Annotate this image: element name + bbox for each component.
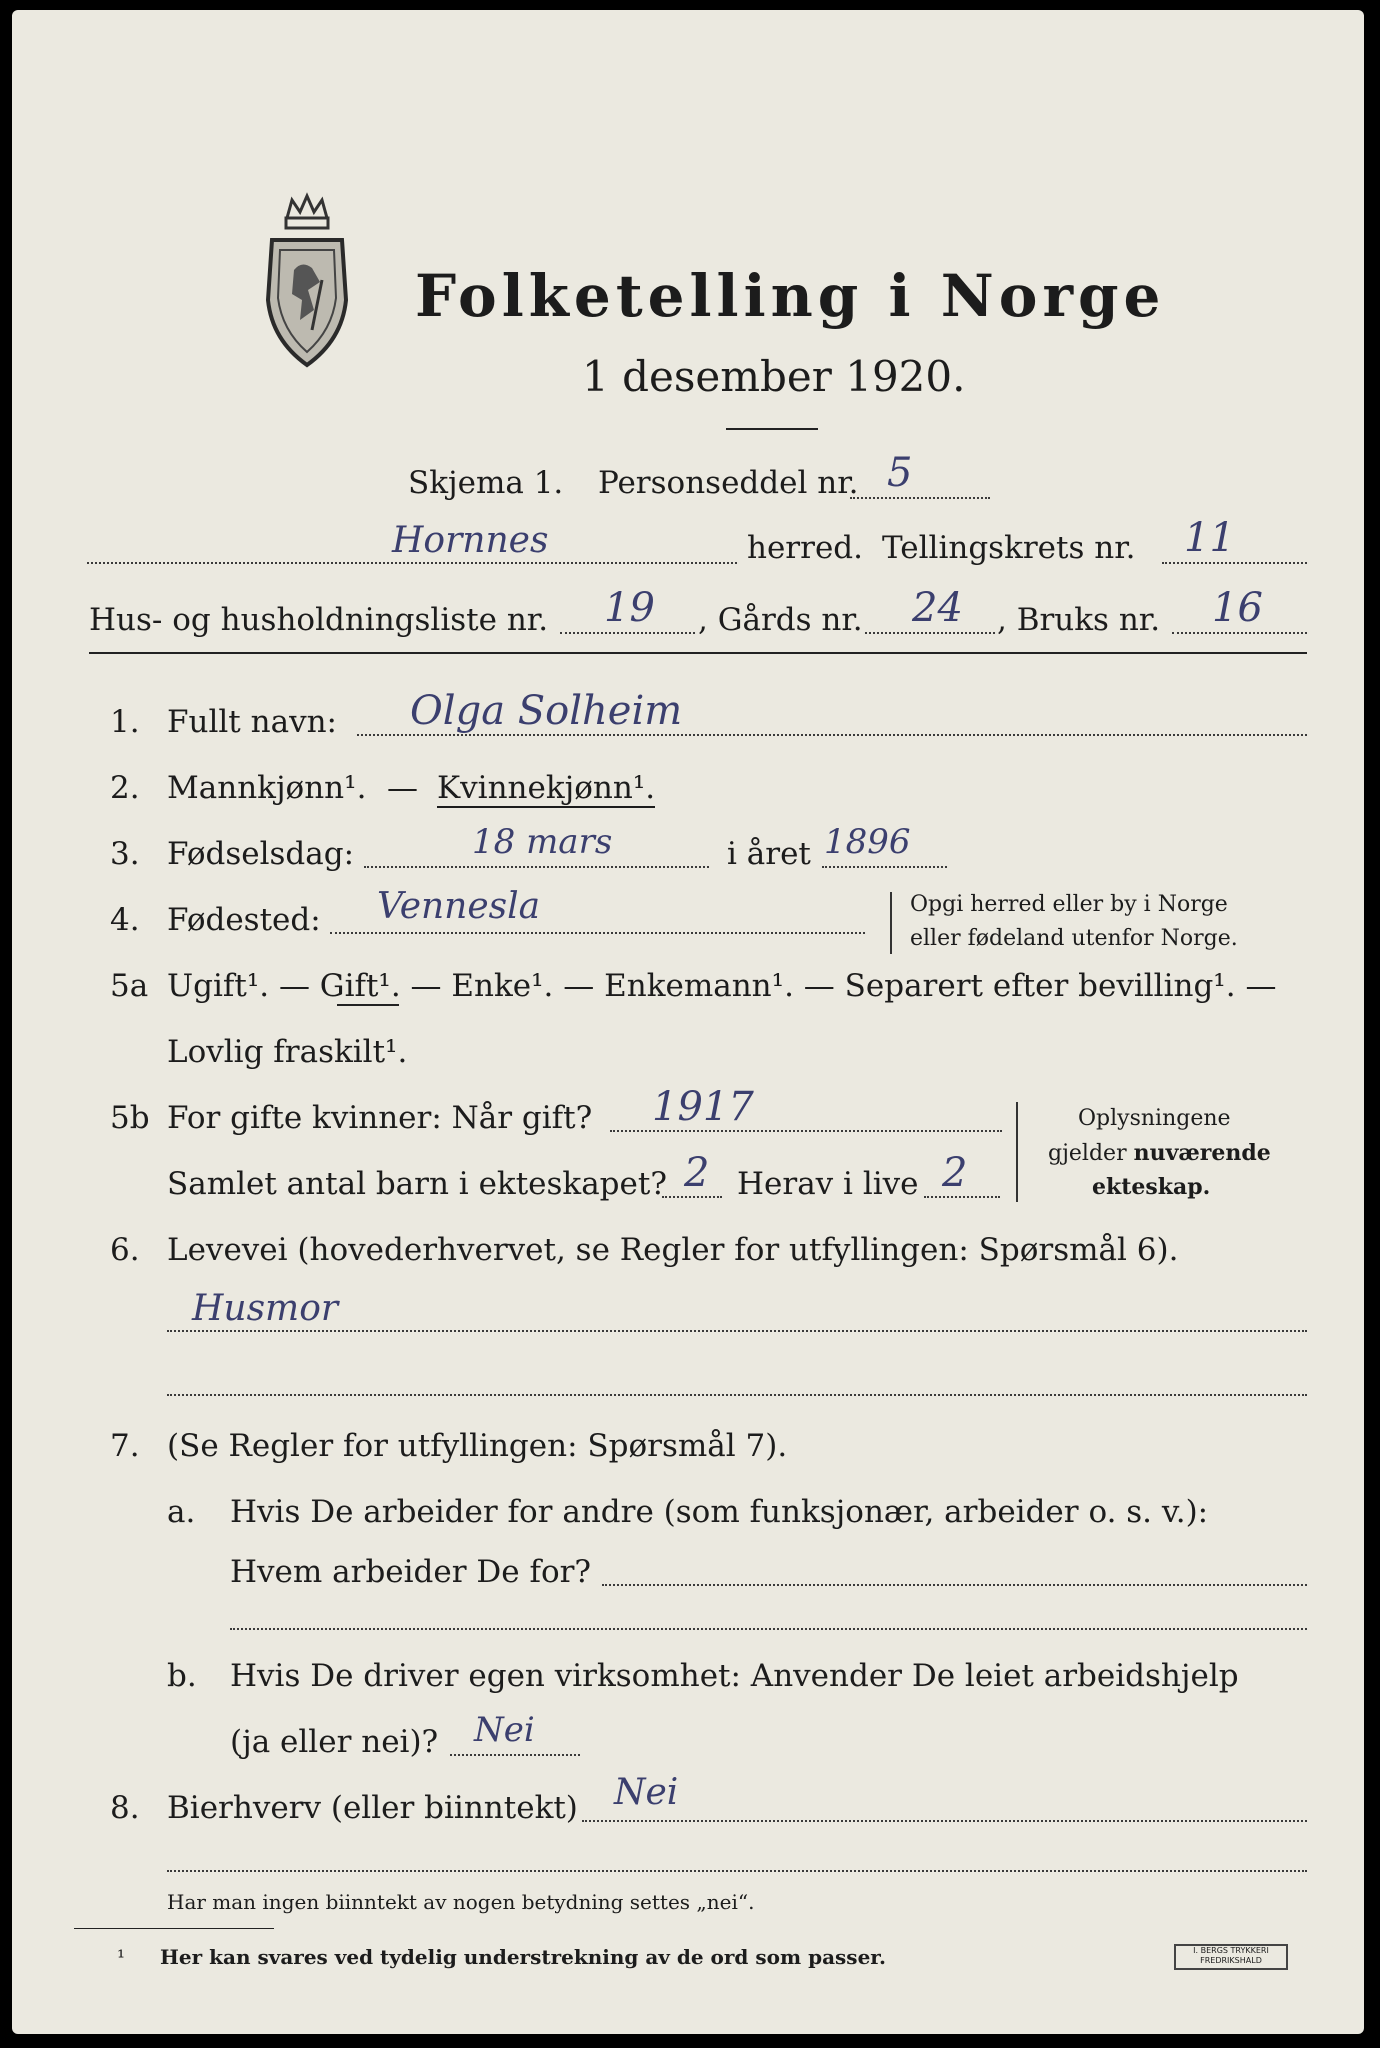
q4-note-line1: Opgi herred eller by i Norge [910,892,1228,917]
gards-value[interactable]: 24 [912,585,963,631]
q5b-alive-line [924,1196,1000,1198]
tellingskrets-label: Tellingskrets nr. [882,530,1136,566]
printer-stamp: I. BERGS TRYKKERI FREDRIKSHALD [1174,1944,1288,1970]
q5b-note-line2: gjelder nuværende [1048,1140,1271,1166]
q4-line [330,932,865,934]
q7b-number: b. [167,1658,197,1694]
personseddel-label: Personseddel nr. [598,465,859,501]
q7b-line [450,1754,580,1756]
husholdningsliste-value[interactable]: 19 [604,585,655,631]
tellingskrets-line [1162,562,1307,564]
footnote-text: Her kan svares ved tydelig understrekning av de ord som passer. [160,1945,886,1969]
personseddel-line [850,497,990,499]
q2-dash: — [387,770,418,806]
q5a-number: 5a [110,968,149,1004]
q5b-children-value[interactable]: 2 [684,1150,710,1196]
herred-label: herred. [747,530,863,566]
q6-line2 [167,1394,1307,1396]
q3-year-label: i året [727,836,811,872]
q5b-number: 5b [110,1100,150,1136]
q5b-note-bracket [1016,1102,1018,1202]
q7a-label: Hvis De arbeider for andre (som funksjonær, arbeider o. s. v.): [230,1494,1209,1530]
q5b-line [610,1130,1002,1132]
q6-label: Levevei (hovederhvervet, se Regler for utfyllingen: Spørsmål 6). [167,1232,1179,1268]
q8-line1 [582,1820,1307,1822]
q5b-married-year-value[interactable]: 1917 [652,1084,754,1130]
q7b-question: (ja eller nei)? [230,1724,439,1760]
q3-year-value[interactable]: 1896 [824,822,911,862]
q4-number: 4. [110,902,140,938]
q3-line [364,866,709,868]
q7b-answer-value[interactable]: Nei [474,1710,535,1750]
q4-note-line2: eller fødeland utenfor Norge. [910,926,1238,951]
q5b-note-line1: Oplysningene [1078,1106,1231,1131]
q8-number: 8. [110,1790,140,1826]
herred-line [87,562,737,564]
q4-birthplace-value[interactable]: Vennesla [377,886,541,927]
header-divider [89,652,1307,654]
census-form [12,10,1364,2034]
q5a-options[interactable]: Ugift¹. — Gift¹. — Enke¹. — Enkemann¹. — Separert efter bevilling¹. — [167,968,1277,1004]
q3-year-line [822,866,947,868]
q5b-children-label: Samlet antal barn i ekteskapet? [167,1166,667,1202]
q1-number: 1. [110,704,140,740]
q6-occupation-value[interactable]: Husmor [192,1288,339,1329]
q7-number: 7. [110,1428,140,1464]
q6-number: 6. [110,1232,140,1268]
q5b-alive-value[interactable]: 2 [942,1150,968,1196]
q7-label: (Se Regler for utfyllingen: Spørsmål 7). [167,1428,788,1464]
q7a-line1 [602,1584,1307,1586]
q8-label: Bierhverv (eller biinntekt) [167,1790,578,1826]
form-title: Folketelling i Norge [415,262,1166,330]
q3-label: Fødselsdag: [167,836,355,872]
q3-number: 3. [110,836,140,872]
q7b-label: Hvis De driver egen virksomhet: Anvender De leiet arbeidshjelp [230,1658,1239,1694]
q8-line2 [167,1870,1307,1872]
q2-male-option[interactable]: Mannkjønn¹. [167,770,367,806]
husholdningsliste-label: Hus- og husholdningsliste nr. [89,602,549,638]
title-divider [726,428,818,430]
bruks-line [1172,632,1307,634]
gards-line [865,632,995,634]
q5b-note-line3: ekteskap. [1092,1174,1211,1200]
q4-label: Fødested: [167,902,321,938]
no-income-note: Har man ingen biinntekt av nogen betydning settes „nei“. [167,1890,755,1914]
q1-line [357,734,1307,736]
q8-answer-value[interactable]: Nei [614,1772,679,1813]
gards-label: , Gårds nr. [698,602,863,638]
tellingskrets-value[interactable]: 11 [1184,515,1235,561]
census-date: 1 desember 1920. [582,352,966,401]
q7a-number: a. [167,1494,196,1530]
q6-line1 [167,1330,1307,1332]
q2-number: 2. [110,770,140,806]
q3-birthday-value[interactable]: 18 mars [472,822,613,862]
footnote-mark: ¹ [117,1945,126,1969]
q5b-alive-label: Herav i live [737,1166,919,1202]
norwegian-coat-of-arms-icon [242,190,372,370]
q5a-options-cont[interactable]: Lovlig fraskilt¹. [167,1034,408,1070]
q5b-label: For gifte kvinner: Når gift? [167,1100,593,1136]
personseddel-value[interactable]: 5 [887,450,913,496]
herred-value[interactable]: Hornnes [392,520,549,561]
schema-label: Skjema 1. [408,465,564,501]
husholdningsliste-line [560,632,695,634]
q4-note-bracket [890,892,892,954]
q1-label: Fullt navn: [167,704,337,740]
q2-female-option-selected[interactable]: Kvinnekjønn¹. [437,770,656,806]
q5b-children-line [662,1196,722,1198]
q7a-question: Hvem arbeider De for? [230,1554,592,1590]
footnote-divider [74,1928,274,1929]
bruks-value[interactable]: 16 [1212,585,1263,631]
q1-full-name-value[interactable]: Olga Solheim [410,688,683,734]
bruks-label: , Bruks nr. [997,602,1161,638]
q7a-line2 [230,1628,1307,1630]
q5a-gift-underline [337,1004,399,1006]
